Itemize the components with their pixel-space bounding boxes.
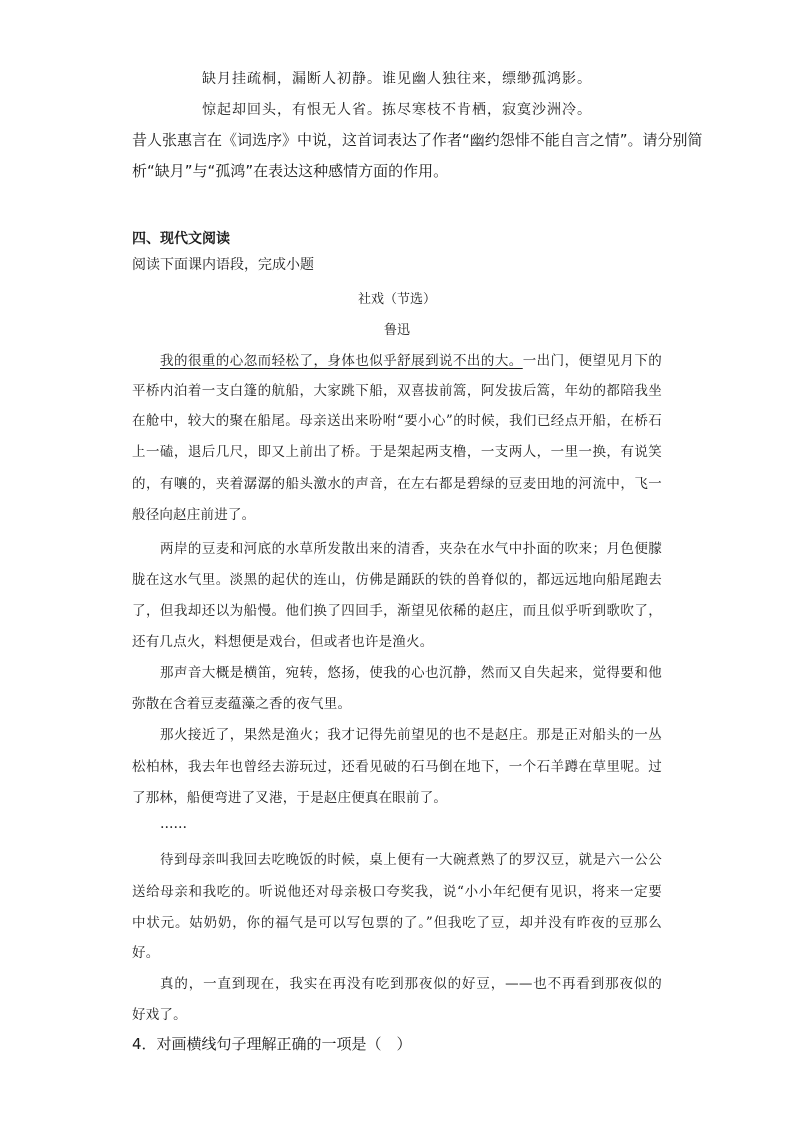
passage-p4-line-3: 了那林，船便弯进了叉港，于是赵庄便真在眼前了。 xyxy=(132,790,448,806)
question-intro-line-1: 昔人张惠言在《词选序》中说，这首词表达了作者“幽约怨悱不能自言之情”。请分别简 xyxy=(132,131,703,149)
passage-title: 社戏（节选） xyxy=(357,292,436,307)
passage-p2-line-1: 两岸的豆麦和河底的水草所发散出来的清香，夹杂在水气中扑面的吹来；月色便朦 xyxy=(160,541,662,557)
passage-p1-line-6: 般径向赵庄前进了。 xyxy=(132,507,256,523)
poem-line-2: 惊起却回头，有恨无人省。拣尽寒枝不肯栖，寂寞沙洲冷。 xyxy=(202,102,592,118)
passage-p5-line-2: 送给母亲和我吃的。听说他还对母亲极口夸奖我，说“小小年纪便有见识，将来一定要 xyxy=(132,884,662,900)
passage-ellipsis: …… xyxy=(160,816,187,832)
passage-p1-line-1 xyxy=(160,349,662,369)
section-instruction: 阅读下面课内语段，完成小题 xyxy=(132,257,314,273)
passage-p5-line-1: 待到母亲叫我回去吃晚饭的时候，桌上便有一大碗煮熟了的罗汉豆，就是六一公公 xyxy=(160,852,662,868)
p1-line-1-rest: 一出门，便望见月下的 xyxy=(522,353,662,369)
passage-p4-line-2: 松柏林，我去年也曾经去游玩过，还看见破的石马倒在地下，一个石羊蹲在草里呢。过 xyxy=(132,759,662,775)
question-4: 4．对画横线句子理解正确的一项是（ ） xyxy=(132,1035,412,1053)
poem-line-1: 缺月挂疏桐，漏断人初静。谁见幽人独往来，缥缈孤鸿影。 xyxy=(202,71,592,87)
passage-author: 鲁迅 xyxy=(383,323,410,338)
passage-p5-line-4: 好。 xyxy=(132,945,160,961)
passage-p1-line-5: 的，有嚷的，夹着潺潺的船头激水的声音，在左右都是碧绿的豆麦田地的河流中，飞一 xyxy=(132,476,662,492)
passage-p5-line-3: 中状元。姑奶奶，你的福气是可以写包票的了。”但我吃了豆，却并没有昨夜的豆那么 xyxy=(132,915,662,931)
passage-p1-line-4: 上一磕，退后几尺，即又上前出了桥。于是架起两支橹，一支两人，一里一换，有说笑 xyxy=(132,444,662,460)
passage-p1-line-2: 平桥内泊着一支白篷的航船，大家跳下船，双喜拔前篙，阿发拔后篙，年幼的都陪我坐 xyxy=(132,383,662,399)
passage-p6-line-2: 好戏了。 xyxy=(132,1007,187,1023)
passage-p2-line-4: 还有几点火，料想便是戏台，但或者也许是渔火。 xyxy=(132,634,434,650)
underlined-sentence: 我的很重的心忽而轻松了，身体也似乎舒展到说不出的大。 xyxy=(160,353,523,369)
passage-p3-line-1: 那声音大概是横笛，宛转，悠扬，使我的心也沉静，然而又自失起来，觉得要和他 xyxy=(160,665,662,681)
passage-p1-line-3: 在舱中，较大的聚在船尾。母亲送出来吩咐“要小心”的时候，我们已经点开船，在桥石 xyxy=(132,413,662,429)
passage-p3-line-2: 弥散在含着豆麦蕴藻之香的夜气里。 xyxy=(132,696,352,712)
passage-p4-line-1: 那火接近了，果然是渔火；我才记得先前望见的也不是赵庄。那是正对船头的一丛 xyxy=(160,727,662,743)
passage-p6-line-1: 真的，一直到现在，我实在再没有吃到那夜似的好豆，——也不再看到那夜似的 xyxy=(160,976,662,992)
passage-p2-line-3: 了，但我却还以为船慢。他们换了四回手，渐望见依稀的赵庄，而且似乎听到歌吹了， xyxy=(132,603,662,619)
question-intro-line-2: 析“缺月”与“孤鸿”在表达这种感情方面的作用。 xyxy=(132,162,449,180)
section-heading: 四、现代文阅读 xyxy=(132,231,230,247)
passage-p2-line-2: 胧在这水气里。淡黑的起伏的连山，仿佛是踊跃的铁的兽脊似的，都远远地向船尾跑去 xyxy=(132,572,662,588)
